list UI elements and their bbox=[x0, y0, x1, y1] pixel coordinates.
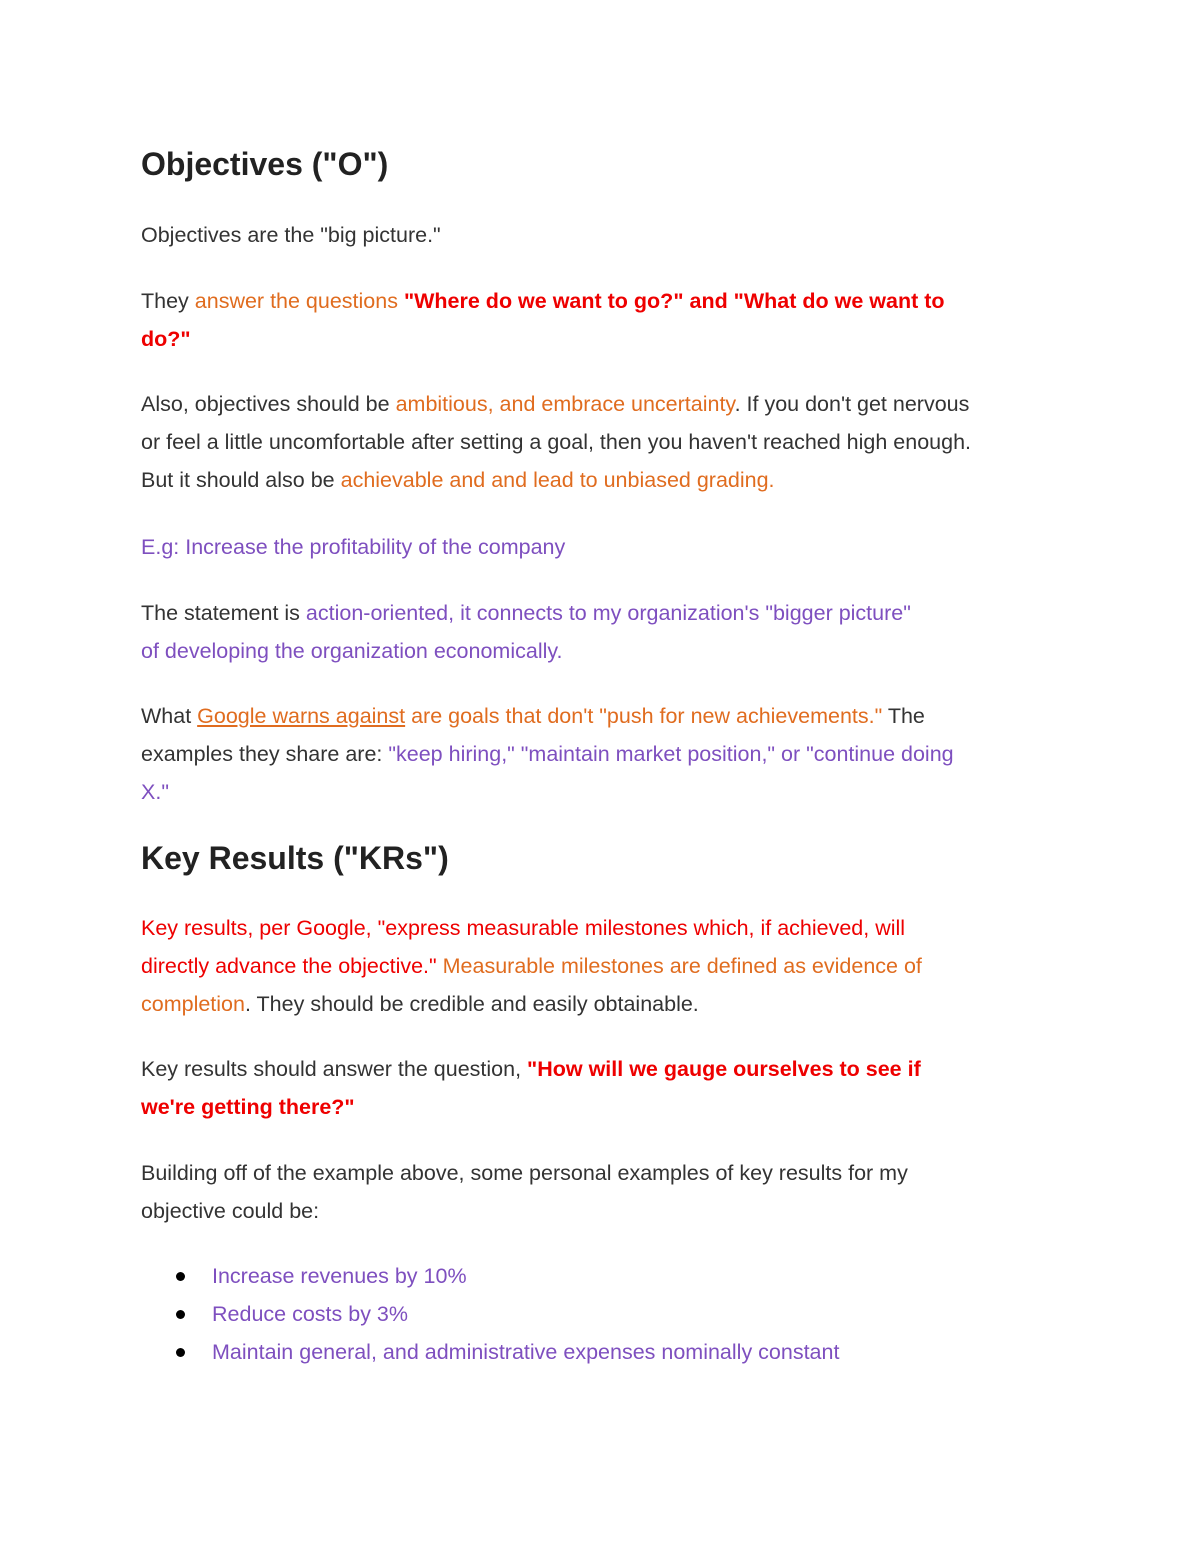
highlight-orange: answer the questions bbox=[194, 289, 404, 313]
text-run: What bbox=[141, 704, 198, 728]
key-results-question-paragraph bbox=[141, 1050, 1061, 1126]
line-1: Key results, per Google, "express measurable milestones which, if achieved, will bbox=[141, 916, 906, 940]
text-run: The bbox=[882, 704, 925, 728]
google-warns-against-link[interactable]: Google warns against bbox=[197, 704, 406, 728]
highlight-red-bold: "Where do we want to go?" and "What do we want to bbox=[403, 289, 945, 313]
highlight-orange: Measurable milestones are defined as evidence of bbox=[436, 954, 922, 979]
list-item bbox=[141, 1295, 839, 1333]
bullet-icon bbox=[176, 1310, 185, 1319]
bullet-icon bbox=[176, 1272, 185, 1281]
highlight-red-bold: "How will we gauge ourselves to see if bbox=[527, 1057, 921, 1081]
line-1 bbox=[141, 392, 969, 416]
text-run: Also, objectives should be bbox=[141, 392, 396, 416]
highlight-orange: completion bbox=[141, 992, 245, 1017]
line-3: X." bbox=[141, 780, 169, 805]
key-results-definition-paragraph bbox=[141, 909, 1061, 1024]
line-1: Building off of the example above, some personal examples of key results for my bbox=[141, 1161, 908, 1185]
line-1 bbox=[141, 601, 911, 625]
objective-example: E.g: Increase the profitability of the company bbox=[141, 535, 566, 559]
text-run: examples they share are: bbox=[141, 742, 389, 767]
highlight-purple: action-oriented, it connects to my organization's "bigger picture" bbox=[305, 601, 911, 625]
highlight-orange: achievable and and lead to unbiased grading. bbox=[340, 468, 775, 493]
list-item-text: Reduce costs by 3% bbox=[212, 1302, 408, 1327]
text-run: They bbox=[141, 289, 195, 313]
bullet-icon bbox=[176, 1348, 185, 1357]
examples-intro-paragraph bbox=[141, 1154, 1061, 1230]
list-item-text: Maintain general, and administrative expenses nominally constant bbox=[212, 1340, 840, 1365]
list-item bbox=[141, 1257, 839, 1295]
google-warning-paragraph bbox=[141, 697, 1061, 812]
highlight-red: directly advance the objective." bbox=[141, 954, 437, 979]
list-item-text: Increase revenues by 10% bbox=[212, 1264, 467, 1288]
line-2: or feel a little uncomfortable after setting a goal, then you haven't reached high enough. bbox=[141, 430, 972, 455]
objectives-ambition-paragraph bbox=[141, 385, 1061, 500]
key-results-heading: Key Results ("KRs") bbox=[141, 840, 449, 876]
objectives-heading: Objectives ("O") bbox=[141, 146, 389, 182]
statement-paragraph bbox=[141, 594, 1061, 670]
highlight-orange: ambitious, and embrace uncertainty bbox=[395, 392, 735, 416]
objectives-intro bbox=[141, 216, 1061, 254]
objectives-questions-paragraph bbox=[141, 282, 1061, 358]
text-run: Key results should answer the question, bbox=[141, 1057, 528, 1081]
key-results-list bbox=[141, 1257, 839, 1372]
text-run: . They should be credible and easily obtainable. bbox=[244, 992, 699, 1017]
line-2 bbox=[141, 742, 954, 766]
highlight-purple: "keep hiring," "maintain market position," or "continue doing bbox=[388, 742, 954, 767]
line-2: objective could be: bbox=[141, 1199, 320, 1224]
text-run: . If you don't get nervous bbox=[734, 392, 970, 416]
line-1 bbox=[141, 704, 925, 728]
line-3 bbox=[141, 992, 699, 1016]
highlight-red-bold: do?" bbox=[141, 327, 191, 352]
line-1 bbox=[141, 289, 945, 313]
text-run: But it should also be bbox=[141, 468, 341, 493]
line-3 bbox=[141, 468, 775, 492]
list-item bbox=[141, 1333, 839, 1371]
line-1 bbox=[141, 1057, 921, 1081]
text-run: The statement is bbox=[141, 601, 306, 625]
line-2: we're getting there?" bbox=[141, 1095, 355, 1120]
highlight-orange: are goals that don't "push for new achievements." bbox=[405, 704, 883, 728]
line-2 bbox=[141, 954, 922, 978]
line-2: of developing the organization economically. bbox=[141, 639, 563, 664]
text-run: Objectives are the "big picture." bbox=[141, 223, 441, 247]
